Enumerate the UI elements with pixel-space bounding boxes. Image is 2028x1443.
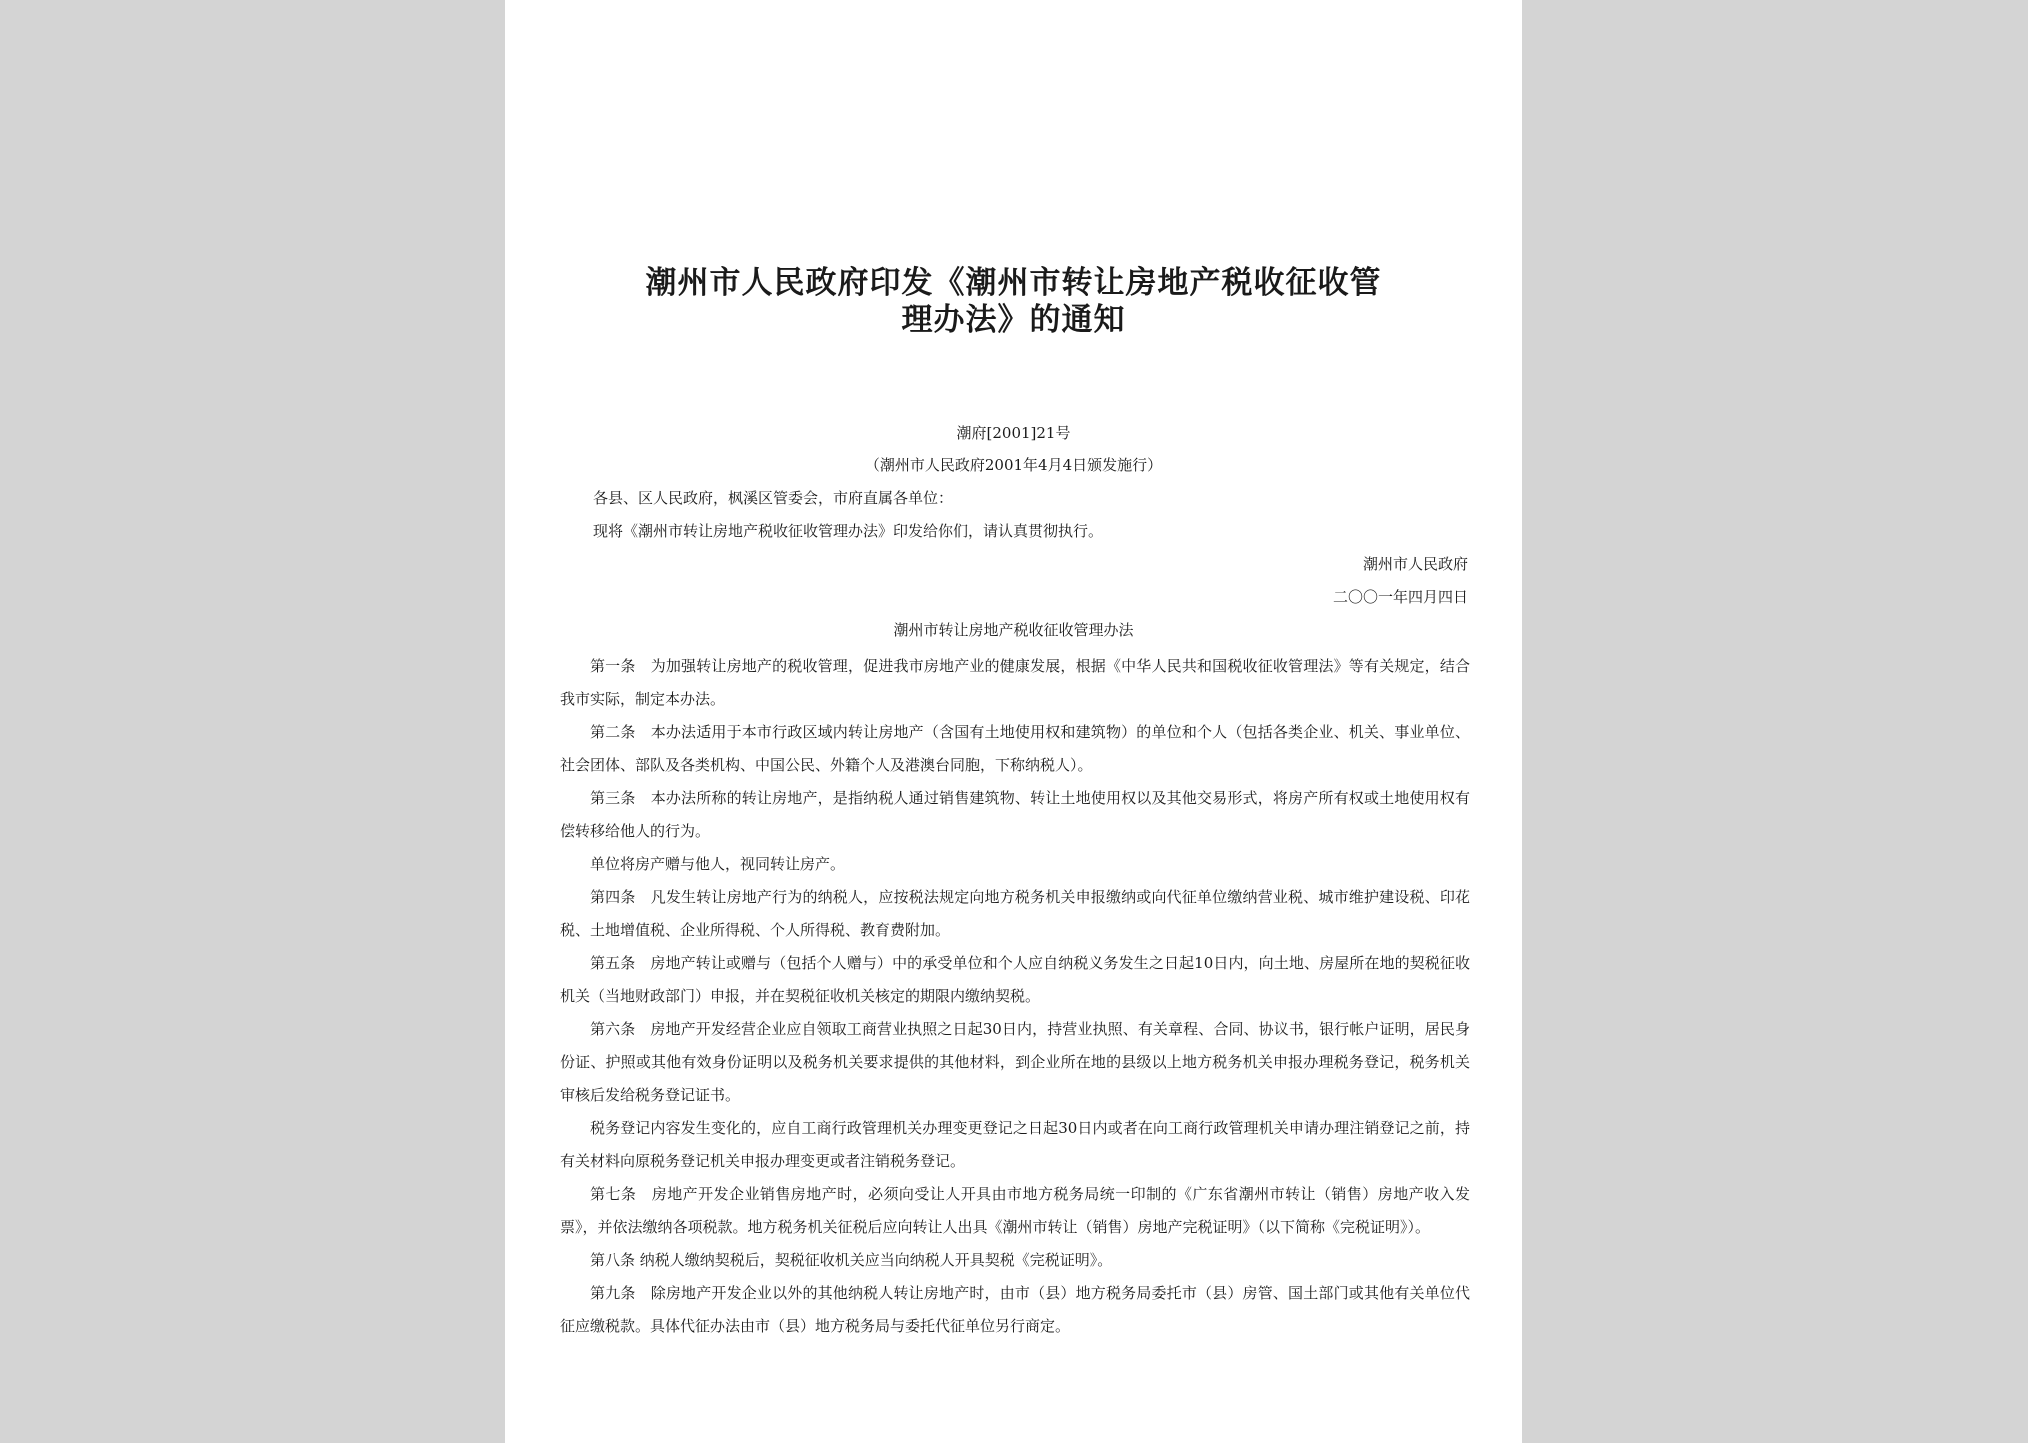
paragraph-article-2: 第二条 本办法适用于本市行政区域内转让房地产（含国有土地使用权和建筑物）的单位和个人（包括各类企业、机关、事业单位、社会团体、部队及各类机构、中国公民、外籍个人及港澳台同胞，下称纳税人）。 (560, 723, 1470, 774)
paragraph-article-6: 第六条 房地产开发经营企业应自领取工商营业执照之日起30日内，持营业执照、有关章程、合同、协议书，银行帐户证明，居民身份证、护照或其他有效身份证明以及税务机关要求提供的其他材料，到企业所在地的县级以上地方税务机关申报办理税务登记，税务机关审核后发给税务登记证书。 (560, 1020, 1470, 1104)
paragraph-article-3-note: 单位将房产赠与他人，视同转让房产。 (590, 855, 846, 873)
paragraph-article-1: 第一条 为加强转让房地产的税收管理，促进我市房地产业的健康发展，根据《中华人民共和国税收征收管理法》等有关规定，结合我市实际，制定本办法。 (560, 657, 1470, 708)
regulation-title: 潮州市转让房地产税收征收管理办法 (893, 621, 1134, 639)
paragraph-article-6-note: 税务登记内容发生变化的，应自工商行政管理机关办理变更登记之日起30日内或者在向工商行政管理机关申请办理注销登记之前，持有关材料向原税务登记机关申报办理变更或者注销税务登记。 (560, 1119, 1470, 1170)
paragraph-article-4: 第四条 凡发生转让房地产行为的纳税人，应按税法规定向地方税务机关申报缴纳或向代征单位缴纳营业税、城市维护建设税、印花税、土地增值税、企业所得税、个人所得税、教育费附加。 (560, 888, 1470, 939)
document-title-line-1: 潮州市人民政府印发《潮州市转让房地产税收征收管 (645, 265, 1382, 301)
paragraph-article-5: 第五条 房地产转让或赠与（包括个人赠与）中的承受单位和个人应自纳税义务发生之日起10日内，向土地、房屋所在地的契税征收机关（当地财政部门）申报，并在契税征收机关核定的期限内缴纳契税。 (560, 954, 1470, 1005)
document-title-line-2: 理办法》的通知 (901, 302, 1126, 338)
salutation: 各县、区人民政府，枫溪区管委会，市府直属各单位： (593, 489, 954, 507)
paragraph-article-8: 第八条 纳税人缴纳契税后，契税征收机关应当向纳税人开具契税《完税证明》。 (590, 1251, 1113, 1269)
issued-note: （潮州市人民政府2001年4月4日颁发施行） (864, 456, 1163, 474)
intro-text: 现将《潮州市转让房地产税收征收管理办法》印发给你们，请认真贯彻执行。 (593, 522, 1104, 540)
regulation-body (560, 650, 1470, 1343)
document-number: 潮府[2001]21号 (956, 424, 1071, 442)
document-page (505, 0, 1522, 1443)
paragraph-article-7: 第七条 房地产开发企业销售房地产时，必须向受让人开具由市地方税务局统一印制的《广东省潮州市转让（销售）房地产收入发票》，并依法缴纳各项税款。地方税务机关征税后应向转让人出具《潮州市转让（销售）房地产完税证明》（以下简称《完税证明》）。 (560, 1185, 1470, 1236)
paragraph-article-3: 第三条 本办法所称的转让房地产，是指纳税人通过销售建筑物、转让土地使用权以及其他交易形式，将房产所有权或土地使用权有偿转移给他人的行为。 (560, 789, 1470, 840)
paragraph-article-9: 第九条 除房地产开发企业以外的其他纳税人转让房地产时，由市（县）地方税务局委托市（县）房管、国土部门或其他有关单位代征应缴税款。具体代征办法由市（县）地方税务局与委托代征单位另行商定。 (560, 1284, 1470, 1335)
signature-date: 二〇〇一年四月四日 (1332, 588, 1468, 606)
signature-org: 潮州市人民政府 (1362, 555, 1468, 573)
